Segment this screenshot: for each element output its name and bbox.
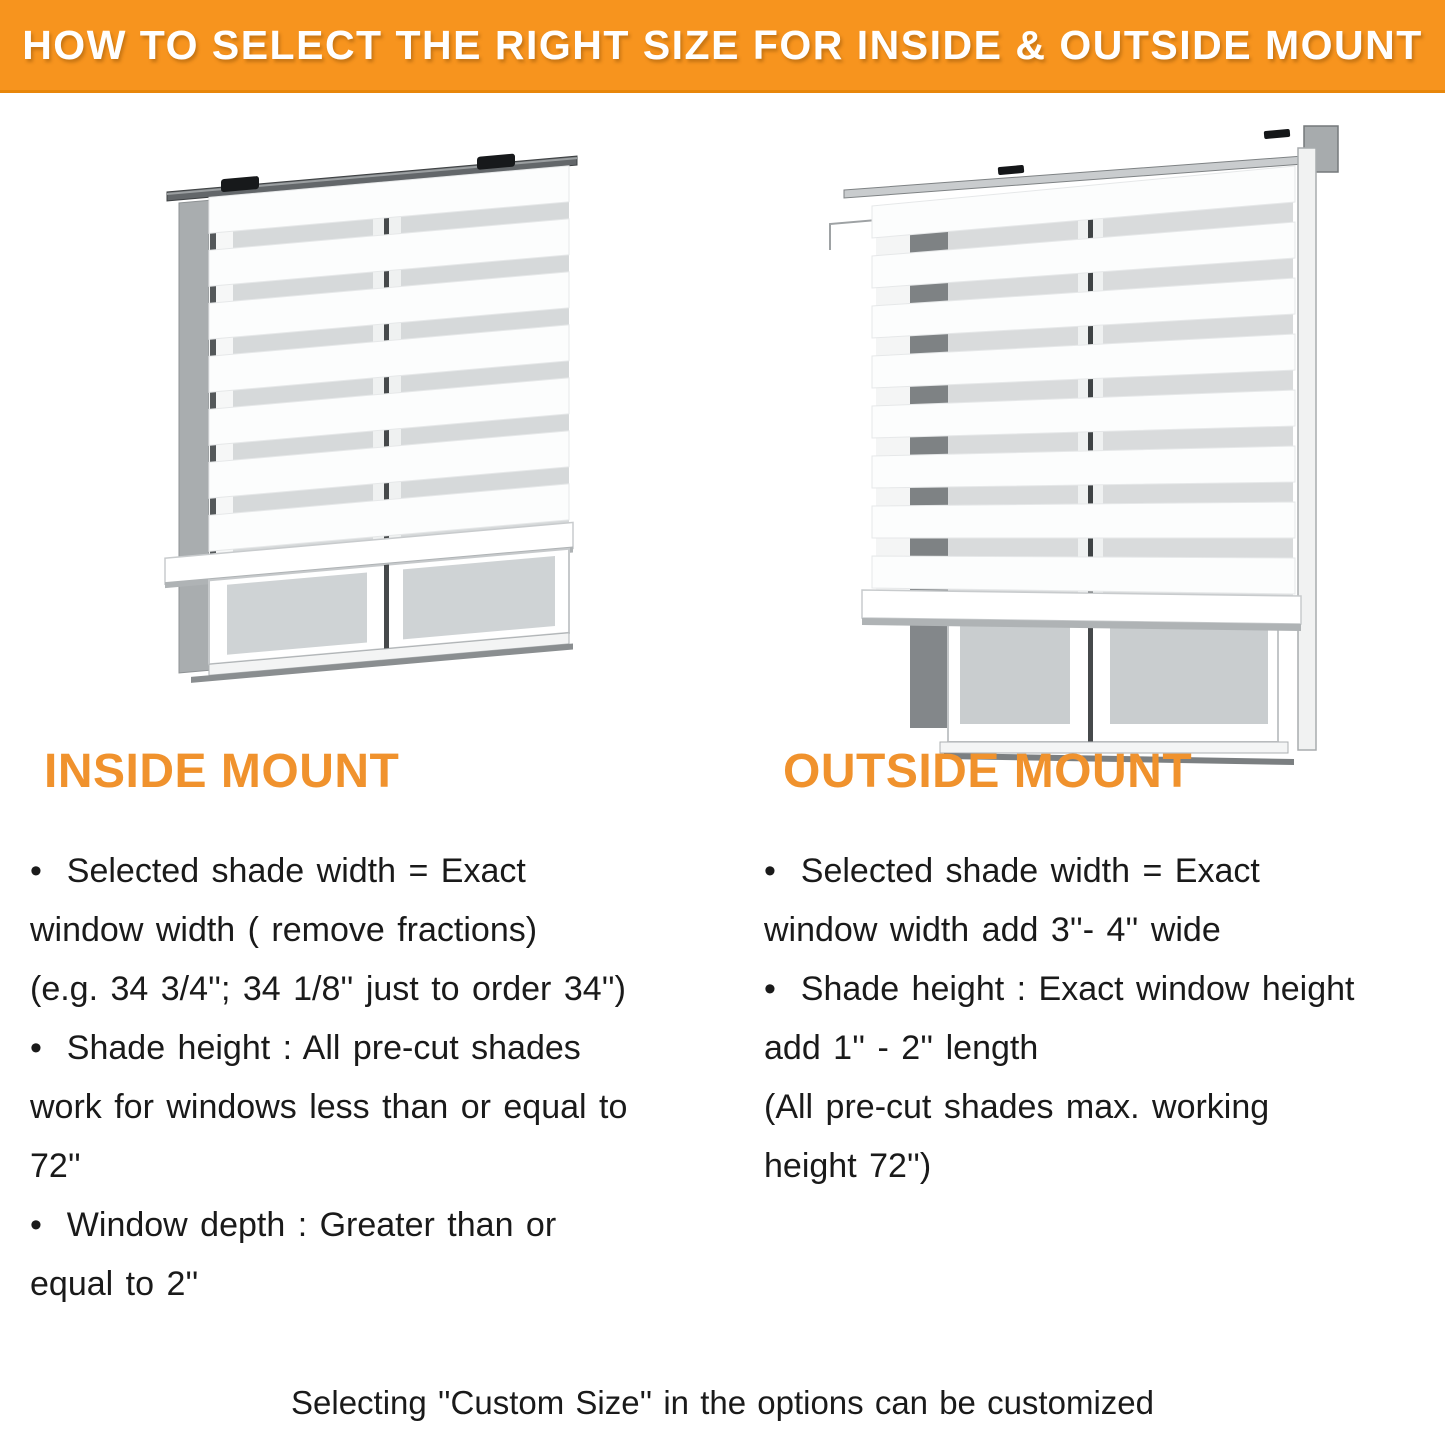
window-left-jamb [179, 200, 209, 673]
bullet-text-line: window width add 3''- 4'' wide [764, 911, 1221, 949]
bullet-text-line: • Selected shade width = Exact [764, 852, 1260, 890]
bullet-text-line: height 72'') [764, 1147, 932, 1185]
bullet-text-line: • Window depth : Greater than or [30, 1206, 557, 1244]
window-right-frame [1298, 148, 1316, 750]
bullet-text-line: window width ( remove fractions) [30, 911, 538, 949]
window-lower-panes [940, 610, 1294, 765]
bullet-text-line: 72'' [30, 1147, 81, 1185]
shade-bottom-rail [862, 590, 1301, 631]
custom-size-note: Selecting ''Custom Size'' in the options can be customized [291, 1384, 1154, 1421]
bullet-text-line: • Shade height : Exact window height [764, 970, 1355, 1008]
outside-mount-heading: OUTSIDE MOUNT [783, 745, 1193, 798]
inside-mount-window [165, 148, 577, 685]
inside-mount-window-image [120, 138, 582, 738]
bullet-text-line: (e.g. 34 3/4''; 34 1/8'' just to order 34'') [30, 970, 626, 1008]
wall-screw-icon [1264, 129, 1291, 139]
bullet-text-line: • Shade height : All pre-cut shades [30, 1029, 581, 1067]
outside-mount-bullets [764, 842, 1444, 1196]
page-title: HOW TO SELECT THE RIGHT SIZE FOR INSIDE & OUTSIDE MOUNT [22, 21, 1423, 68]
bullet-text-line: equal to 2'' [30, 1265, 199, 1303]
bullet-text-line: (All pre-cut shades max. working [764, 1088, 1270, 1126]
bullet-text-line: • Selected shade width = Exact [30, 852, 526, 890]
bullet-text-line: add 1'' - 2'' length [764, 1029, 1039, 1067]
bullet-text-line: work for windows less than or equal to [30, 1088, 628, 1126]
wall-screw-icon [998, 165, 1025, 175]
outside-mount-window-image [824, 112, 1352, 772]
inside-mount-bullets [30, 842, 730, 1314]
inside-mount-heading: INSIDE MOUNT [44, 745, 400, 798]
header-bar [0, 0, 1445, 93]
